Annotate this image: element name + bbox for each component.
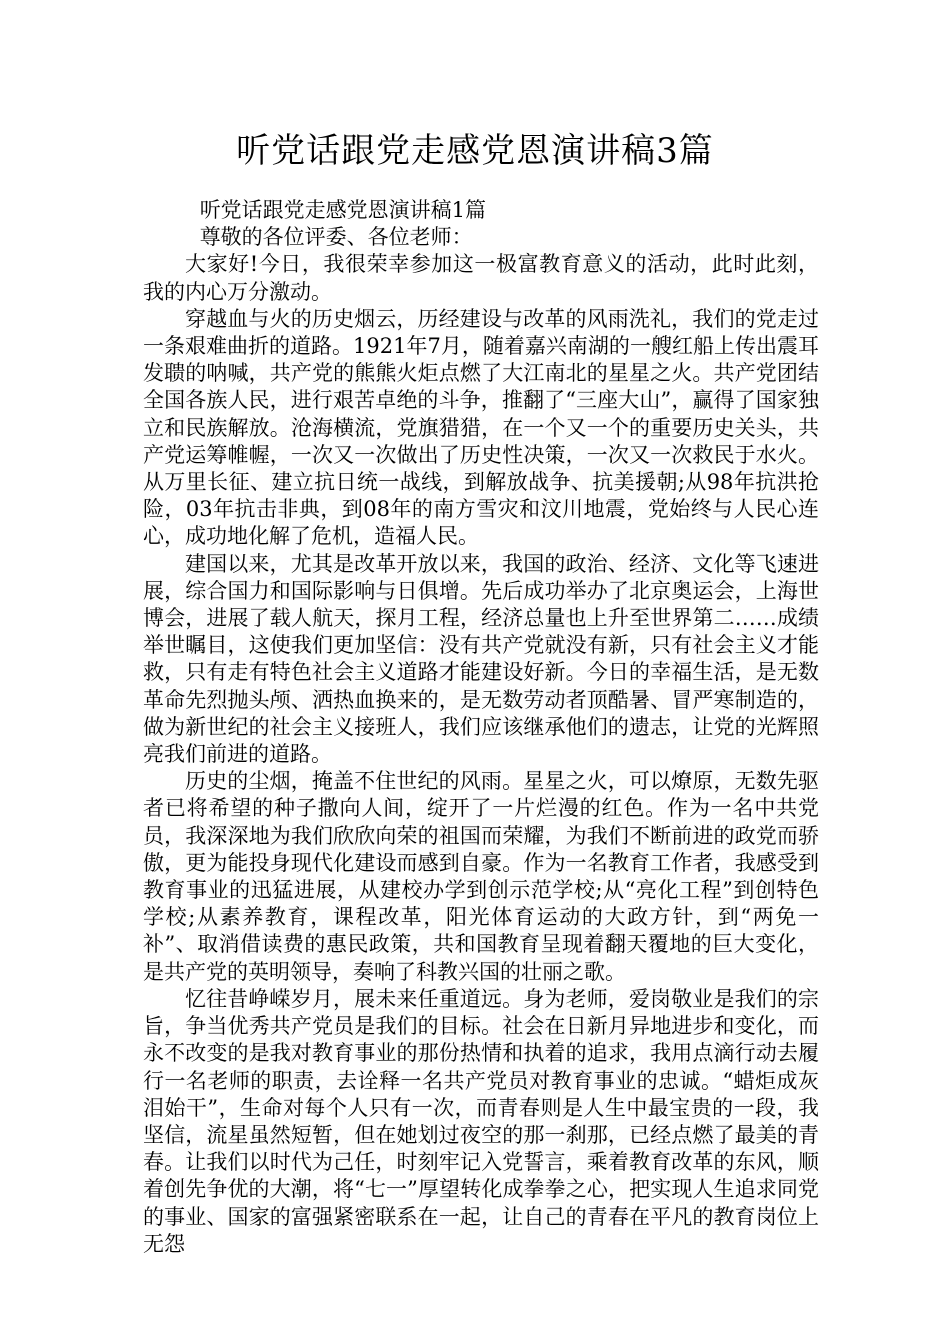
paragraph: 建国以来，尤其是改革开放以来，我国的政治、经济、文化等飞速进展，综合国力和国际影响与日俱增。先后成功举办了北京奥运会，上海世博会，进展了载人航天，探月工程，经济总量也上升至世界第二……成绩举世瞩目，这使我们更加坚信：没有共产党就没有新，只有社会主义才能救，只有走有特色社会主义道路才能建设好新。今日的幸福生活，是无数革命先烈抛头颅、洒热血换来的，是无数劳动者顶酷暑、冒严寒制造的，做为新世纪的社会主义接班人，我们应该继承他们的遗志，让党的光辉照亮我们前进的道路。 [143, 551, 819, 767]
paragraph: 大家好!今日，我很荣幸参加这一极富教育意义的活动，此时此刻，我的内心万分激动。 [143, 252, 819, 304]
document-body [143, 197, 819, 1258]
document-title: 听党话跟党走感党恩演讲稿3篇 [236, 131, 714, 171]
paragraph: 历史的尘烟，掩盖不住世纪的风雨。星星之火，可以燎原，无数先驱者已将希望的种子撒向人间，绽开了一片烂漫的红色。作为一名中共党员，我深深地为我们欣欣向荣的祖国而荣耀，为我们不断前进的政党而骄傲，更为能投身现代化建设而感到自豪。作为一名教育工作者，我感受到教育事业的迅猛进展，从建校办学到创示范学校;从“亮化工程”到创特色学校;从素养教育，课程改革，阳光体育运动的大政方针，到“两免一补”、取消借读费的惠民政策，共和国教育呈现着翻天覆地的巨大变化，是共产党的英明领导，奏响了科教兴国的壮丽之歌。 [143, 769, 819, 984]
section-subtitle: 听党话跟党走感党恩演讲稿1篇 [199, 198, 487, 222]
salutation: 尊敬的各位评委、各位老师： [199, 225, 473, 250]
paragraph: 穿越血与火的历史烟云，历经建设与改革的风雨洗礼，我们的党走过一条艰难曲折的道路。1921年7月，随着嘉兴南湖的一艘红船上传出震耳发聩的呐喊，共产党的熊熊火炬点燃了大江南北的星星之火。共产党团结全国各族人民，进行艰苦卓绝的斗争，推翻了“三座大山”，赢得了国家独立和民族解放。沧海横流，党旗猎猎，在一个又一个的重要历史关头，共产党运筹帷幄，一次又一次做出了历史性决策，一次又一次救民于水火。从万里长征、建立抗日统一战线，到解放战争、抗美援朝;从98年抗洪抢险，03年抗击非典，到08年的南方雪灾和汶川地震，党始终与人民心连心，成功地化解了危机，造福人民。 [143, 306, 819, 549]
paragraph: 忆往昔峥嵘岁月，展未来任重道远。身为老师，爱岗敬业是我们的宗旨，争当优秀共产党员是我们的目标。社会在日新月异地进步和变化，而永不改变的是我对教育事业的那份热情和执着的追求，我用点滴行动去履行一名老师的职责，去诠释一名共产党员对教育事业的忠诚。“蜡炬成灰泪始干”，生命对每个人只有一次，而青春则是人生中最宝贵的一段，我坚信，流星虽然短暂，但在她划过夜空的那一刹那，已经点燃了最美的青春。让我们以时代为己任，时刻牢记入党誓言，乘着教育改革的东风，顺着创先争优的大潮，将“七一”厚望转化成拳拳之心，把实现人生追求同党的事业、国家的富强紧密联系在一起，让自己的青春在平凡的教育岗位上无怨 [143, 986, 819, 1256]
